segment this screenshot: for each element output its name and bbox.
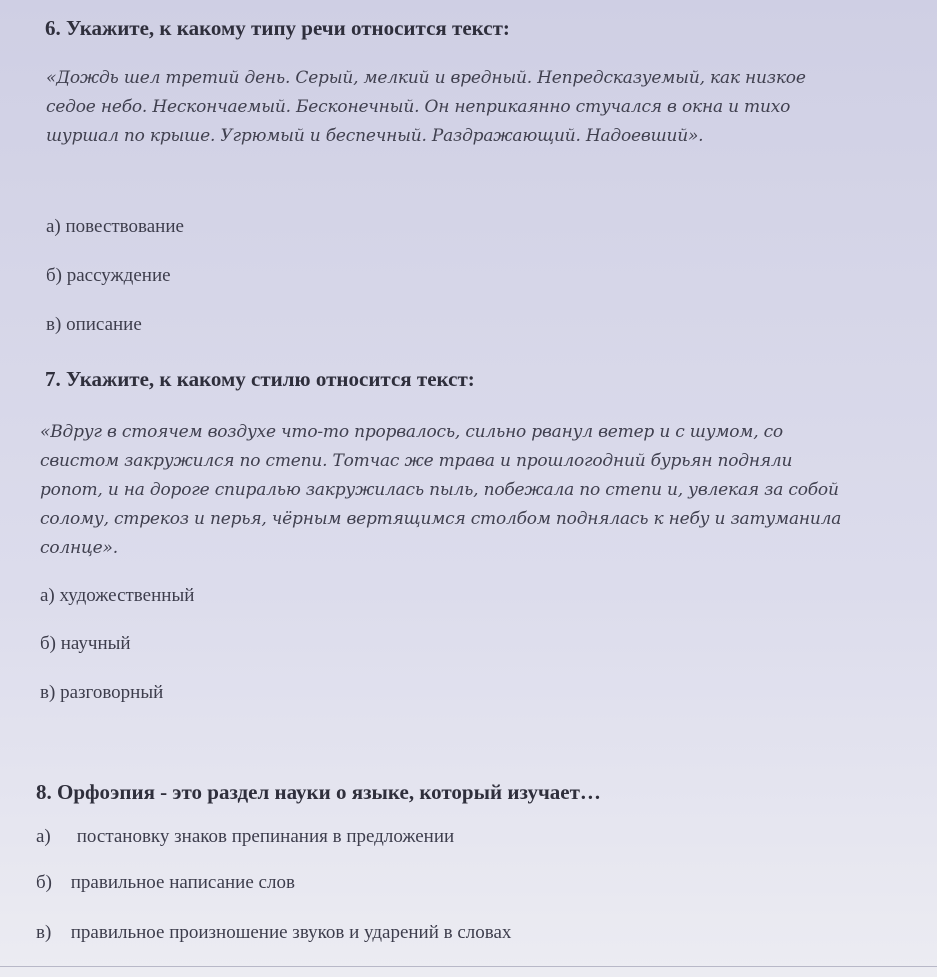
option-text: правильное написание слов bbox=[70, 872, 295, 893]
question-8-option-b[interactable] bbox=[36, 872, 295, 894]
question-6-option-c[interactable] bbox=[46, 314, 142, 336]
option-text: повествование bbox=[65, 216, 184, 237]
option-text: научный bbox=[60, 633, 131, 654]
question-7-quote: «Вдруг в стоячем воздухе что-то прорвалось, сильно рванул ветер и с шумом, со свистом закружился по степи. Тотчас же трава и прошлогодний бурьян подняли ропот, и на дороге спиралью закружилась пыль, побежала по степи и, увлекая за собой солому, стрекоз и перья, чёрным вертящимся столбом поднялась к небу и затуманила солнце». bbox=[40, 422, 842, 558]
option-letter: б) bbox=[36, 872, 52, 893]
option-text: разговорный bbox=[60, 682, 164, 703]
option-letter: б) bbox=[40, 633, 56, 654]
option-letter: а) bbox=[40, 585, 55, 606]
option-letter: а) bbox=[46, 216, 61, 237]
option-text: рассуждение bbox=[66, 265, 171, 286]
question-8-option-a[interactable] bbox=[36, 826, 454, 848]
question-6-option-b[interactable] bbox=[46, 265, 171, 287]
option-text: описание bbox=[66, 314, 142, 335]
option-letter: в) bbox=[46, 314, 62, 335]
question-7-heading: 7. Укажите, к какому стилю относится текст: bbox=[45, 367, 475, 391]
option-text: правильное произношение звуков и ударений в словах bbox=[70, 922, 512, 943]
question-7-option-c[interactable] bbox=[40, 682, 163, 704]
question-6-quote: «Дождь шел третий день. Серый, мелкий и вредный. Непредсказуемый, как низкое седое небо. Нескончаемый. Бесконечный. Он неприкаянно стучался в окна и тихо шуршал по крыше. Угрюмый и беспечный. Раздражающий. Надоевший». bbox=[46, 68, 806, 146]
question-8-heading: 8. Орфоэпия - это раздел науки о языке, который изучает… bbox=[36, 780, 601, 804]
question-7-option-b[interactable] bbox=[40, 633, 131, 655]
question-6-heading: 6. Укажите, к какому типу речи относится текст: bbox=[45, 16, 510, 40]
option-letter: а) bbox=[36, 826, 51, 847]
option-letter: в) bbox=[40, 682, 56, 703]
question-8-option-c[interactable] bbox=[36, 922, 511, 944]
question-6-option-a[interactable] bbox=[46, 216, 184, 238]
option-text: постановку знаков препинания в предложении bbox=[76, 826, 455, 847]
option-letter: в) bbox=[36, 922, 52, 943]
option-text: художественный bbox=[59, 585, 195, 606]
bottom-divider bbox=[0, 966, 937, 967]
question-7-option-a[interactable] bbox=[40, 585, 194, 607]
option-letter: б) bbox=[46, 265, 62, 286]
